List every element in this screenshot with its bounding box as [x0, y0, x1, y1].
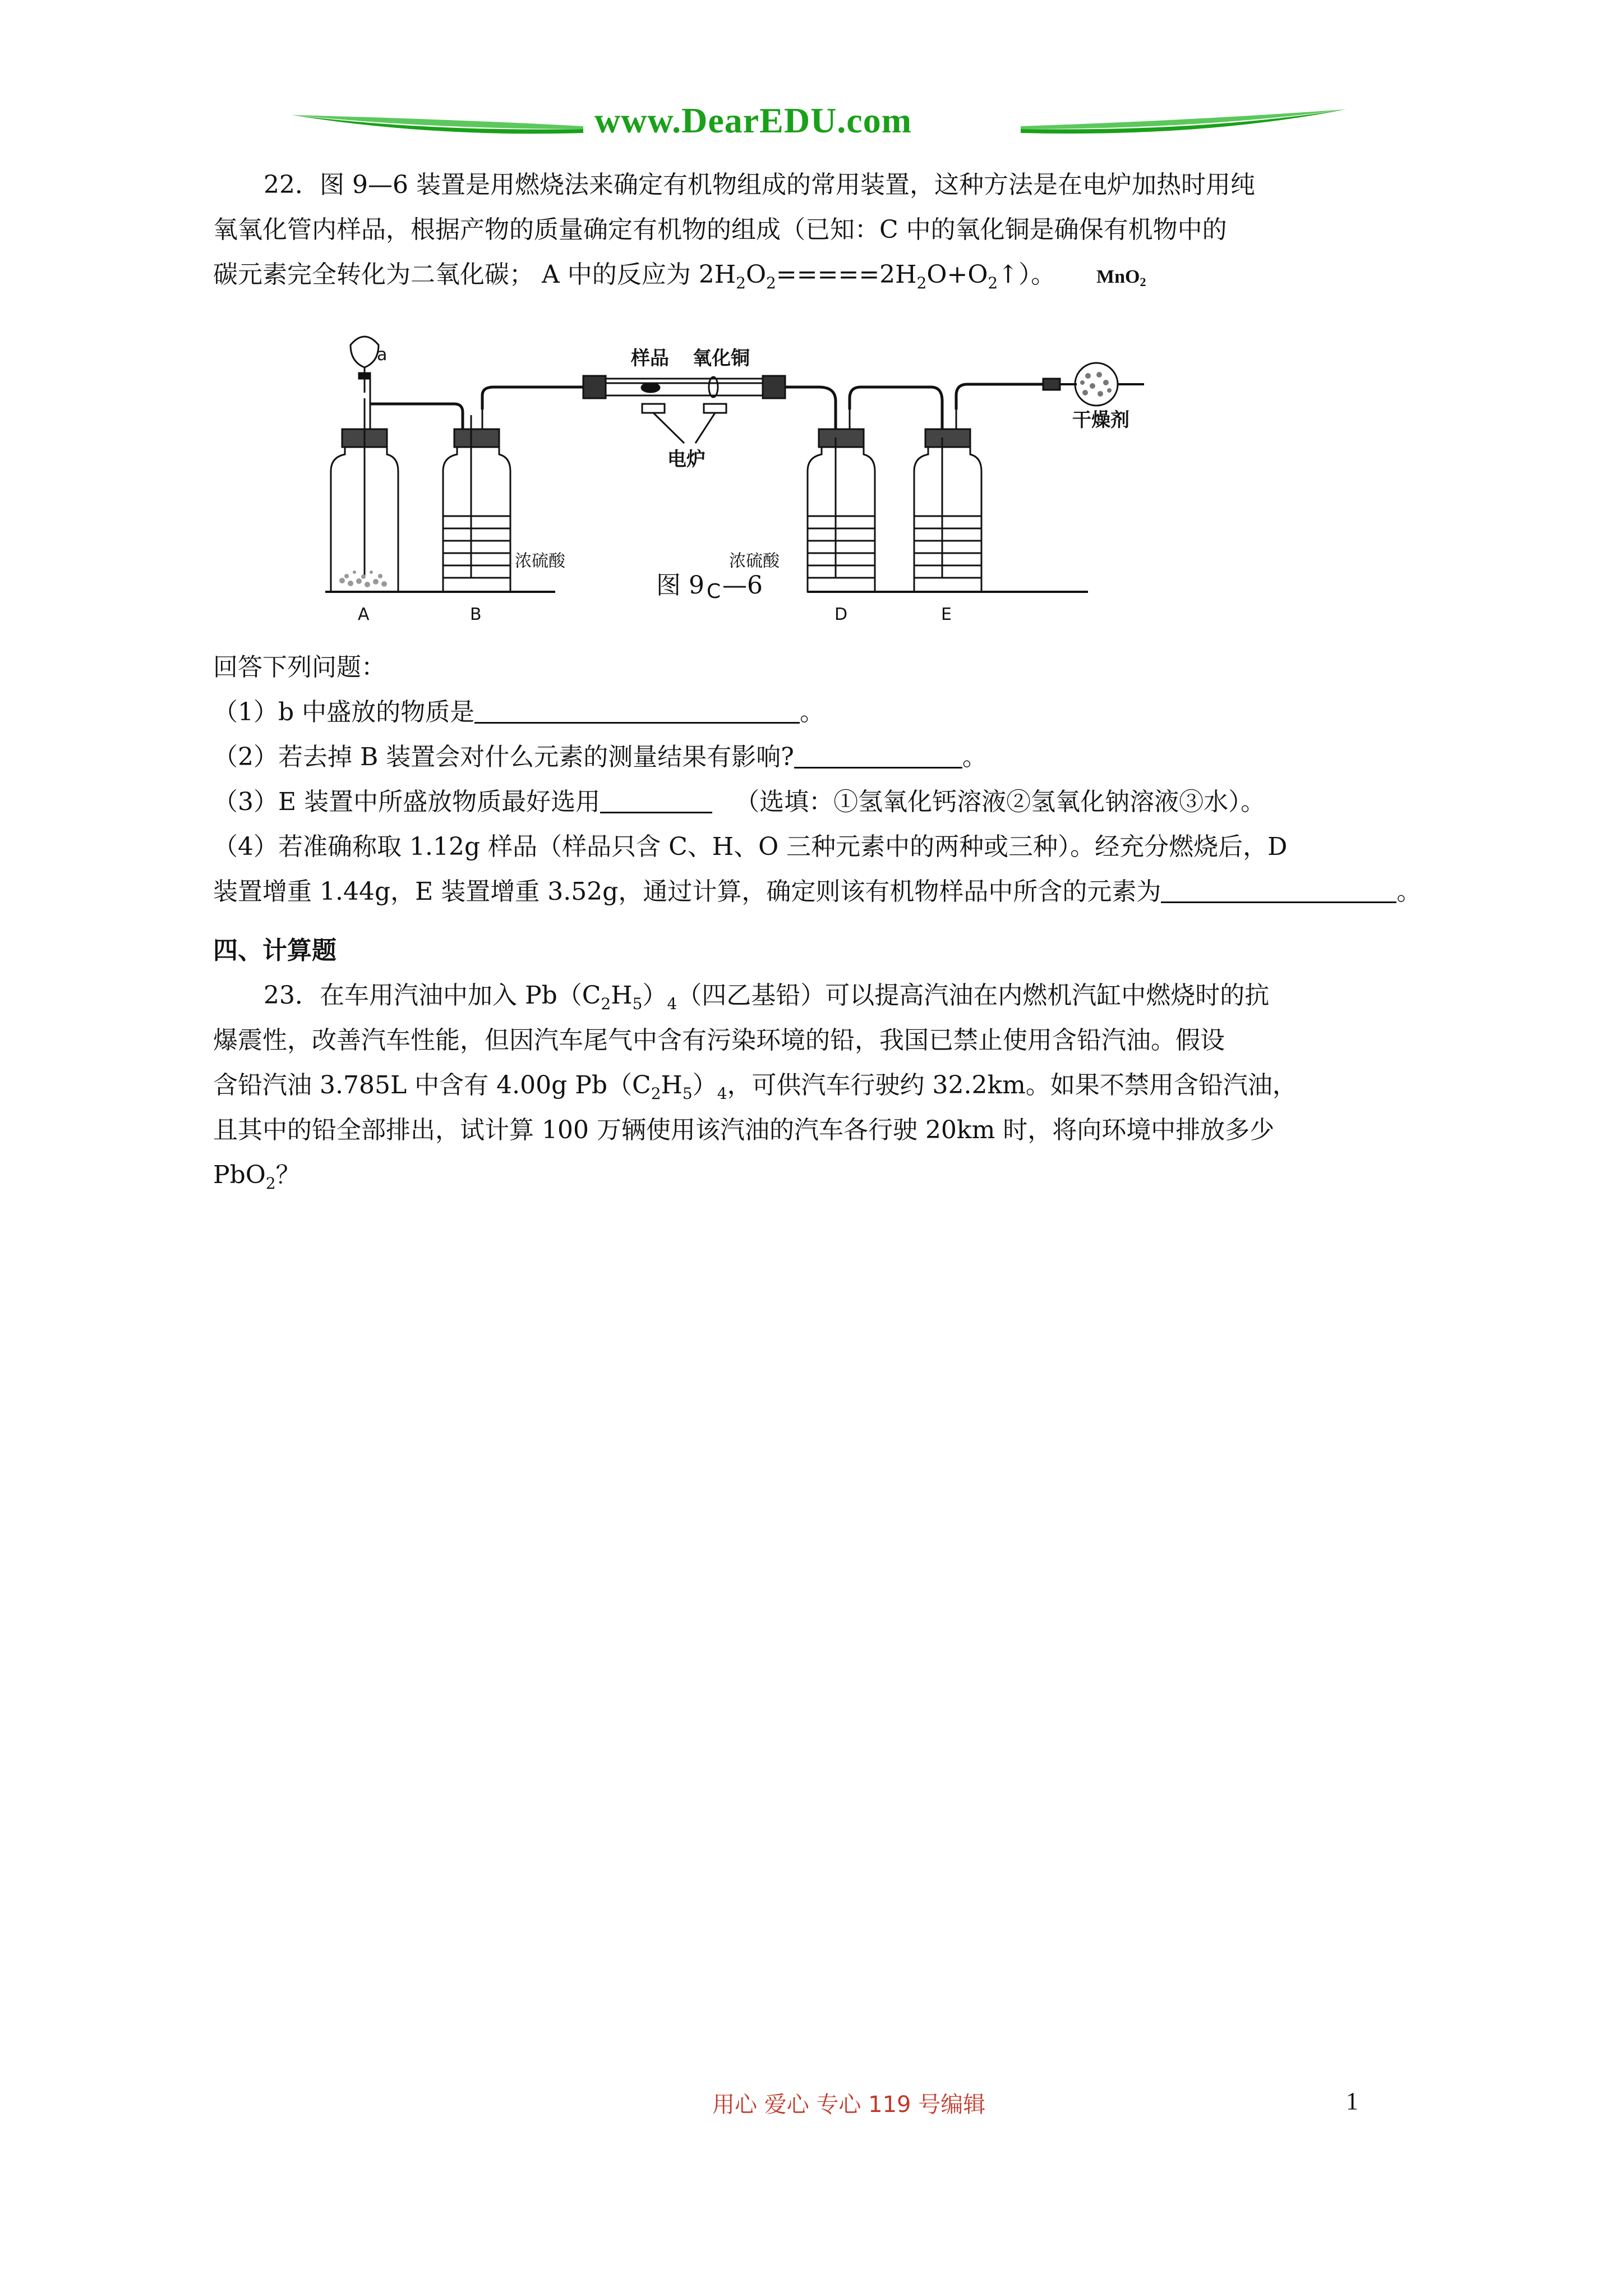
footer-text: 用心 爱心 专心 119 号编辑: [712, 2092, 986, 2118]
label-a: a: [377, 345, 388, 365]
label-acid-d: 浓硫酸: [729, 551, 780, 571]
bottle-d: [808, 387, 942, 592]
site-logo-text[interactable]: www.DearEDU.com: [594, 100, 912, 140]
label-acid-b: 浓硫酸: [515, 551, 565, 571]
q22-line-3: 碳元素完全转化为二氧化碳； A 中的反应为 $2H_2O_2=====2H_2O+O_2↑$）。: [213, 260, 1056, 292]
drying-tube: [1043, 363, 1144, 406]
page-number: 1: [1346, 2087, 1358, 2115]
section-heading: 四、计算题: [213, 936, 336, 965]
section-calculation: [213, 928, 1514, 1198]
q22-line-1: 22．图 9—6 装置是用燃烧法来确定有机物组成的常用装置，这种方法是在电炉加热时用纯: [264, 171, 1255, 199]
label-cuo: 氧化铜: [693, 347, 750, 370]
label-sample: 样品: [631, 347, 669, 370]
bottle-label-a: A: [358, 605, 370, 624]
bottle-e: [914, 384, 1043, 592]
question-4-line-1: （4）若准确称取 1.12g 样品（样品只含 C、H、O 三种元素中的两种或三种）。经充分燃烧后，D: [213, 832, 1288, 861]
question-4-line-2: 装置增重 1.44g，E 装置增重 3.52g，通过计算，确定则该有机物样品中所含的元素为 。: [213, 877, 1422, 906]
questions-intro: 回答下列问题：: [213, 653, 386, 682]
combustion-tube: [583, 376, 819, 443]
answer-blank-4[interactable]: [1161, 877, 1396, 903]
bottle-a: [331, 337, 426, 592]
question-list: [213, 645, 1514, 914]
answer-blank-2[interactable]: [794, 742, 962, 769]
answer-blank-1[interactable]: [474, 697, 800, 724]
figure-caption-suffix: —6: [722, 571, 763, 600]
question-22: [213, 163, 1514, 297]
label-furnace: 电炉: [667, 448, 706, 471]
figure-caption-prefix: 图 9: [656, 571, 704, 600]
figure-caption-c: C: [707, 580, 721, 603]
bottle-label-b: B: [470, 605, 482, 624]
q23-line-5: PbO$_2$？: [213, 1161, 301, 1193]
label-drying: 干燥剂: [1072, 409, 1129, 431]
apparatus-figure: [314, 331, 1256, 645]
question-1: （1）b 中盛放的物质是 。: [213, 698, 825, 726]
catalyst-label: MnO$_2$: [1096, 266, 1146, 289]
q22-line-2: 氧氧化管内样品，根据产物的质量确定有机物的组成（已知：C 中的氧化铜是确保有机物中的: [213, 215, 1227, 244]
q23-line-3: 含铅汽油 3.785L 中含有 4.00g $Pb(C_2H_5)_4$，可供汽车行驶约 32.2km。如果不禁用含铅汽油，: [213, 1071, 1297, 1103]
q23-line-4: 且其中的铅全部排出，试计算 100 万辆使用该汽油的汽车各行驶 20km 时，将向环境中排放多少: [213, 1116, 1275, 1144]
answer-blank-3[interactable]: [600, 787, 712, 813]
question-3: （3）E 装置中所盛放物质最好选用 （选填：①氢氧化钙溶液②氢氧化钠溶液③水）。: [213, 788, 1266, 816]
question-2: （2）若去掉 B 装置会对什么元素的测量结果有影响? 。: [213, 743, 987, 771]
q23-line-1: 23．在车用汽油中加入 $Pb(C_2H_5)_4$（四乙基铅）可以提高汽油在内燃机汽缸中燃烧时的抗: [264, 981, 1270, 1013]
bottle-label-e: E: [941, 605, 952, 624]
q23-line-2: 爆震性，改善汽车性能，但因汽车尾气中含有污染环境的铅，我国已禁止使用含铅汽油。假设: [213, 1026, 1225, 1055]
bottle-label-d: D: [834, 605, 848, 624]
